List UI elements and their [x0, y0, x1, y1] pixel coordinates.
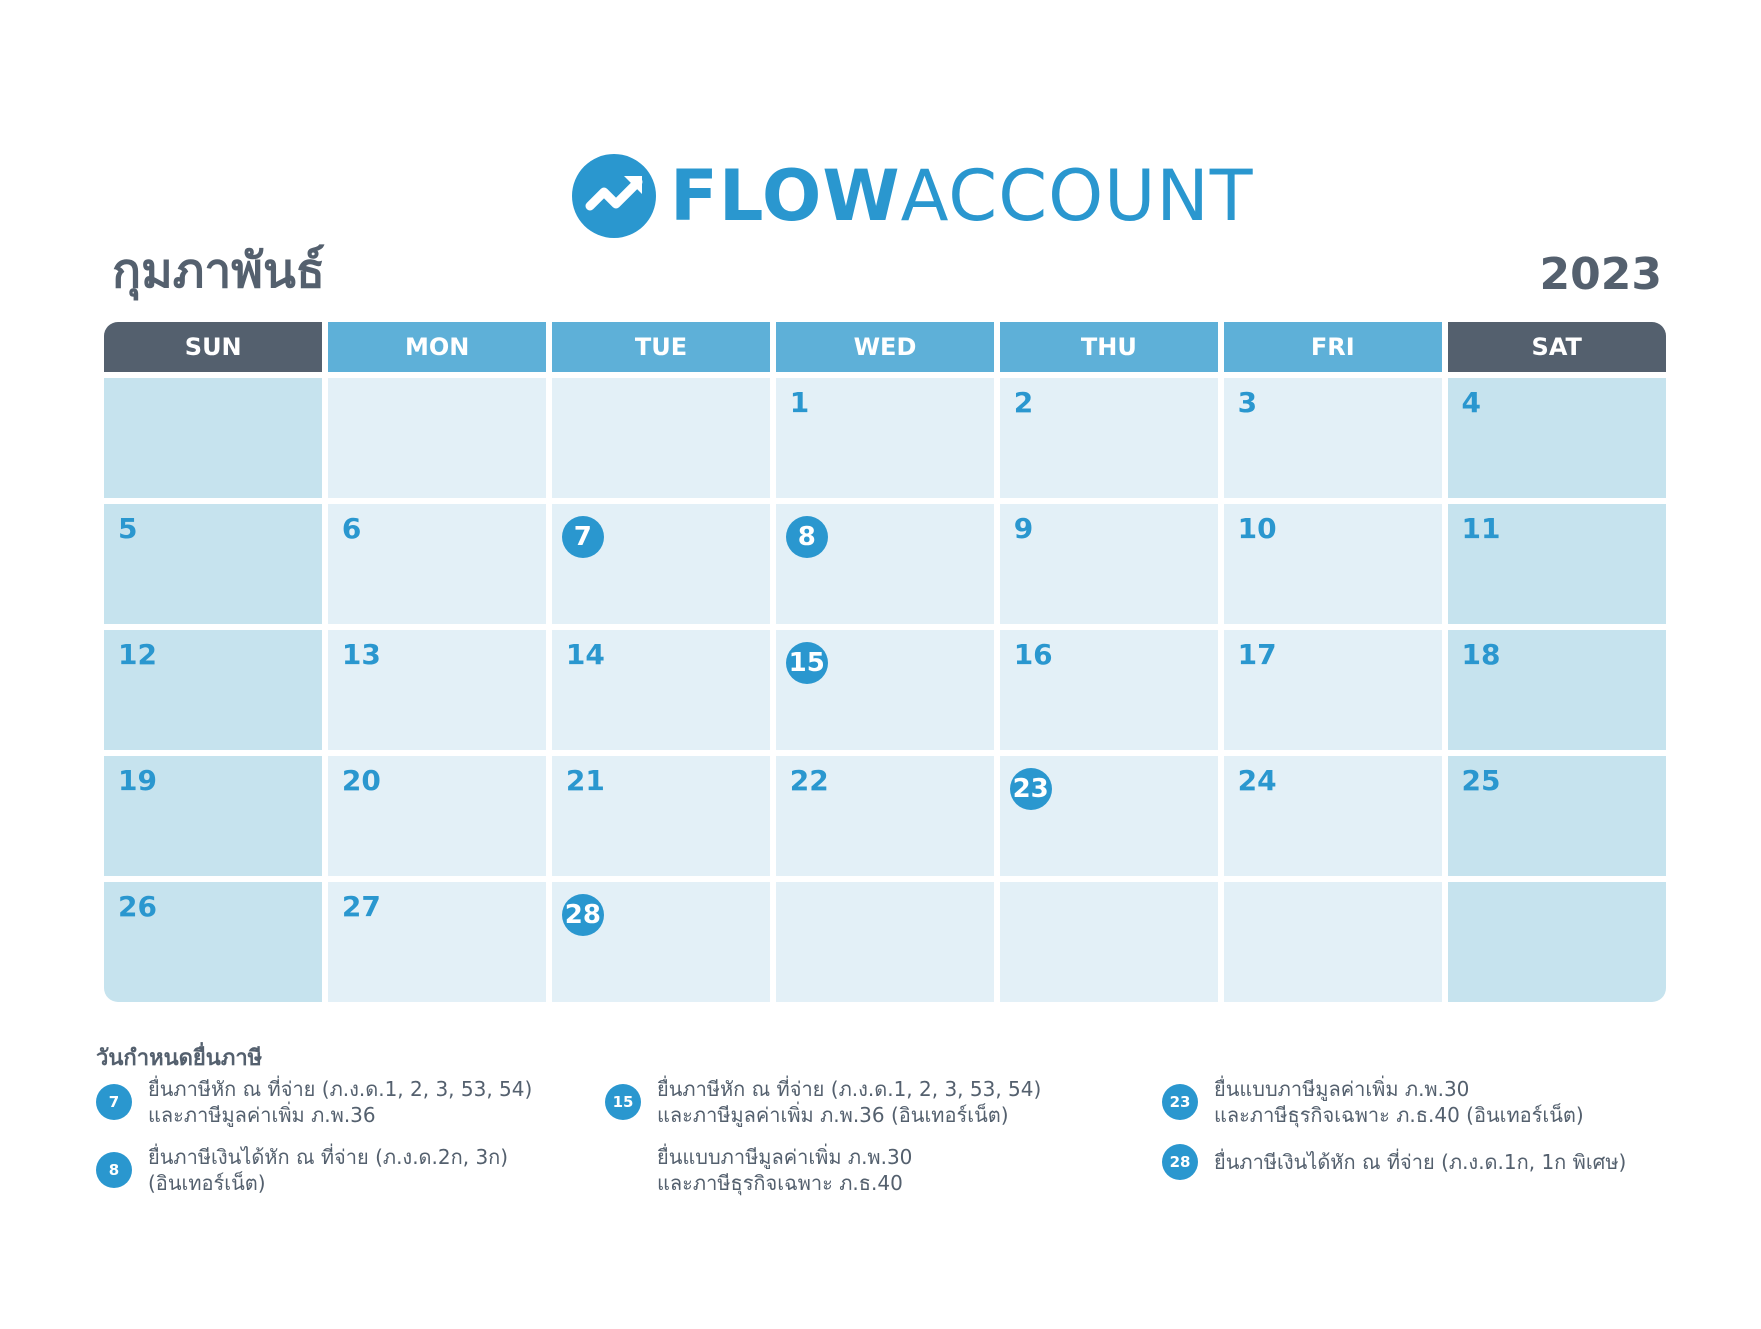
- weekday-header-mon: MON: [328, 322, 546, 372]
- legend-line: และภาษีธุรกิจเฉพาะ ภ.ธ.40: [657, 1171, 903, 1195]
- day-number: 3: [1237, 386, 1258, 419]
- highlighted-day-number: 7: [562, 516, 604, 558]
- legend-day-badge: 8: [96, 1152, 132, 1188]
- day-number: 5: [118, 512, 138, 545]
- day-number: 27: [341, 890, 381, 923]
- legend-item: [1162, 1144, 1626, 1180]
- day-cell[interactable]: [776, 504, 994, 624]
- day-cell[interactable]: [1224, 378, 1442, 498]
- day-cell[interactable]: [1000, 504, 1218, 624]
- legend-line: (อินเทอร์เน็ต): [148, 1171, 266, 1195]
- week-row: [104, 882, 1666, 1002]
- legend-line: และภาษีมูลค่าเพิ่ม ภ.พ.36 (อินเทอร์เน็ต): [657, 1103, 1009, 1127]
- year-title: 2023: [1539, 249, 1662, 300]
- legend-description: [148, 1144, 508, 1196]
- day-cell[interactable]: [1224, 756, 1442, 876]
- highlighted-day-number: 15: [786, 642, 828, 684]
- day-cell[interactable]: [1448, 630, 1666, 750]
- day-cell[interactable]: [328, 630, 546, 750]
- day-cell[interactable]: [552, 882, 770, 1002]
- day-number: 16: [1013, 638, 1053, 671]
- weekday-header-tue: TUE: [552, 322, 770, 372]
- week-row: [104, 504, 1666, 624]
- day-number: 1: [789, 386, 810, 419]
- day-number: 18: [1461, 638, 1501, 671]
- day-number: 26: [118, 890, 157, 923]
- month-title: กุมภาพันธ์: [112, 243, 326, 299]
- legend-item: [605, 1144, 912, 1196]
- day-cell[interactable]: [552, 504, 770, 624]
- day-cell[interactable]: [328, 504, 546, 624]
- trend-line-icon: [572, 154, 656, 238]
- legend-line: ยื่นแบบภาษีมูลค่าเพิ่ม ภ.พ.30: [657, 1145, 913, 1169]
- calendar-weeks: [104, 378, 1666, 1002]
- day-number: 21: [565, 764, 605, 797]
- weekday-header-sat: SAT: [1448, 322, 1666, 372]
- day-number: 11: [1461, 512, 1501, 545]
- day-number: 6: [341, 512, 362, 545]
- legend-line: ยื่นภาษีเงินได้หัก ณ ที่จ่าย (ภ.ง.ด.1ก, 1ก พิเศษ): [1214, 1150, 1627, 1174]
- week-row: [104, 756, 1666, 876]
- highlighted-day-number: 28: [562, 894, 604, 936]
- legend-item: [96, 1076, 532, 1128]
- day-number: 9: [1013, 512, 1034, 545]
- weekday-header-wed: WED: [776, 322, 994, 372]
- logo-text-bold: FLOW: [670, 155, 901, 237]
- day-cell[interactable]: [104, 882, 322, 1002]
- day-number: 2: [1013, 386, 1034, 419]
- highlighted-day-number: 8: [786, 516, 828, 558]
- legend-line: และภาษีมูลค่าเพิ่ม ภ.พ.36: [148, 1103, 376, 1127]
- legend-line: และภาษีธุรกิจเฉพาะ ภ.ธ.40 (อินเทอร์เน็ต): [1214, 1103, 1584, 1127]
- day-cell[interactable]: [1000, 882, 1218, 1002]
- week-row: [104, 378, 1666, 498]
- day-number: 10: [1237, 512, 1277, 545]
- day-number: 12: [118, 638, 157, 671]
- legend-line: ยื่นภาษีเงินได้หัก ณ ที่จ่าย (ภ.ง.ด.2ก, 3ก): [148, 1145, 509, 1169]
- day-cell[interactable]: [552, 378, 770, 498]
- weekday-header-sun: SUN: [104, 322, 322, 372]
- day-cell[interactable]: [1000, 630, 1218, 750]
- legend-description: [1214, 1149, 1626, 1175]
- day-cell[interactable]: [104, 504, 322, 624]
- day-cell[interactable]: [776, 630, 994, 750]
- day-number: 25: [1461, 764, 1501, 797]
- legend-title: วันกำหนดยื่นภาษี: [96, 1046, 263, 1071]
- day-cell[interactable]: [1000, 756, 1218, 876]
- weekday-header-row: [104, 322, 1666, 372]
- day-cell[interactable]: [776, 378, 994, 498]
- week-row: [104, 630, 1666, 750]
- day-cell[interactable]: [104, 756, 322, 876]
- day-number: 24: [1237, 764, 1277, 797]
- weekday-header-thu: THU: [1000, 322, 1218, 372]
- legend-item: [1162, 1076, 1584, 1128]
- day-cell[interactable]: [1224, 882, 1442, 1002]
- legend-description: [657, 1144, 912, 1196]
- day-number: 13: [341, 638, 381, 671]
- legend-day-badge: 7: [96, 1084, 132, 1120]
- day-cell[interactable]: [1224, 504, 1442, 624]
- day-cell[interactable]: [104, 630, 322, 750]
- legend-item: [96, 1144, 508, 1196]
- day-number: 17: [1237, 638, 1277, 671]
- day-cell[interactable]: [552, 756, 770, 876]
- legend-day-badge: 15: [605, 1084, 641, 1120]
- day-cell[interactable]: [328, 756, 546, 876]
- day-cell[interactable]: [1448, 882, 1666, 1002]
- day-cell[interactable]: [1224, 630, 1442, 750]
- calendar-grid: [104, 322, 1666, 1008]
- legend-line: ยื่นภาษีหัก ณ ที่จ่าย (ภ.ง.ด.1, 2, 3, 53, 54): [148, 1077, 533, 1101]
- day-cell[interactable]: [1448, 504, 1666, 624]
- legend-item: [605, 1076, 1041, 1128]
- legend-line: ยื่นภาษีหัก ณ ที่จ่าย (ภ.ง.ด.1, 2, 3, 53, 54): [657, 1077, 1042, 1101]
- day-number: 19: [118, 764, 157, 797]
- day-cell[interactable]: [328, 882, 546, 1002]
- day-number: 22: [789, 764, 829, 797]
- day-cell[interactable]: [104, 378, 322, 498]
- day-cell[interactable]: [1000, 378, 1218, 498]
- legend-day-badge: 28: [1162, 1144, 1198, 1180]
- legend-line: ยื่นแบบภาษีมูลค่าเพิ่ม ภ.พ.30: [1214, 1077, 1470, 1101]
- legend-day-badge: 23: [1162, 1084, 1198, 1120]
- day-number: 14: [565, 638, 605, 671]
- day-cell[interactable]: [552, 630, 770, 750]
- day-cell[interactable]: [1448, 756, 1666, 876]
- day-cell[interactable]: [776, 756, 994, 876]
- legend-description: [1214, 1076, 1584, 1128]
- day-cell[interactable]: [1448, 378, 1666, 498]
- day-number: 4: [1461, 386, 1482, 419]
- logo-text-light: ACCOUNT: [900, 155, 1254, 237]
- logo-wordmark: [670, 154, 1254, 238]
- day-cell[interactable]: [776, 882, 994, 1002]
- legend-description: [148, 1076, 532, 1128]
- weekday-header-fri: FRI: [1224, 322, 1442, 372]
- highlighted-day-number: 23: [1010, 768, 1052, 810]
- legend-description: [657, 1076, 1041, 1128]
- day-cell[interactable]: [328, 378, 546, 498]
- day-number: 20: [341, 764, 381, 797]
- flowaccount-logo: [572, 154, 1254, 238]
